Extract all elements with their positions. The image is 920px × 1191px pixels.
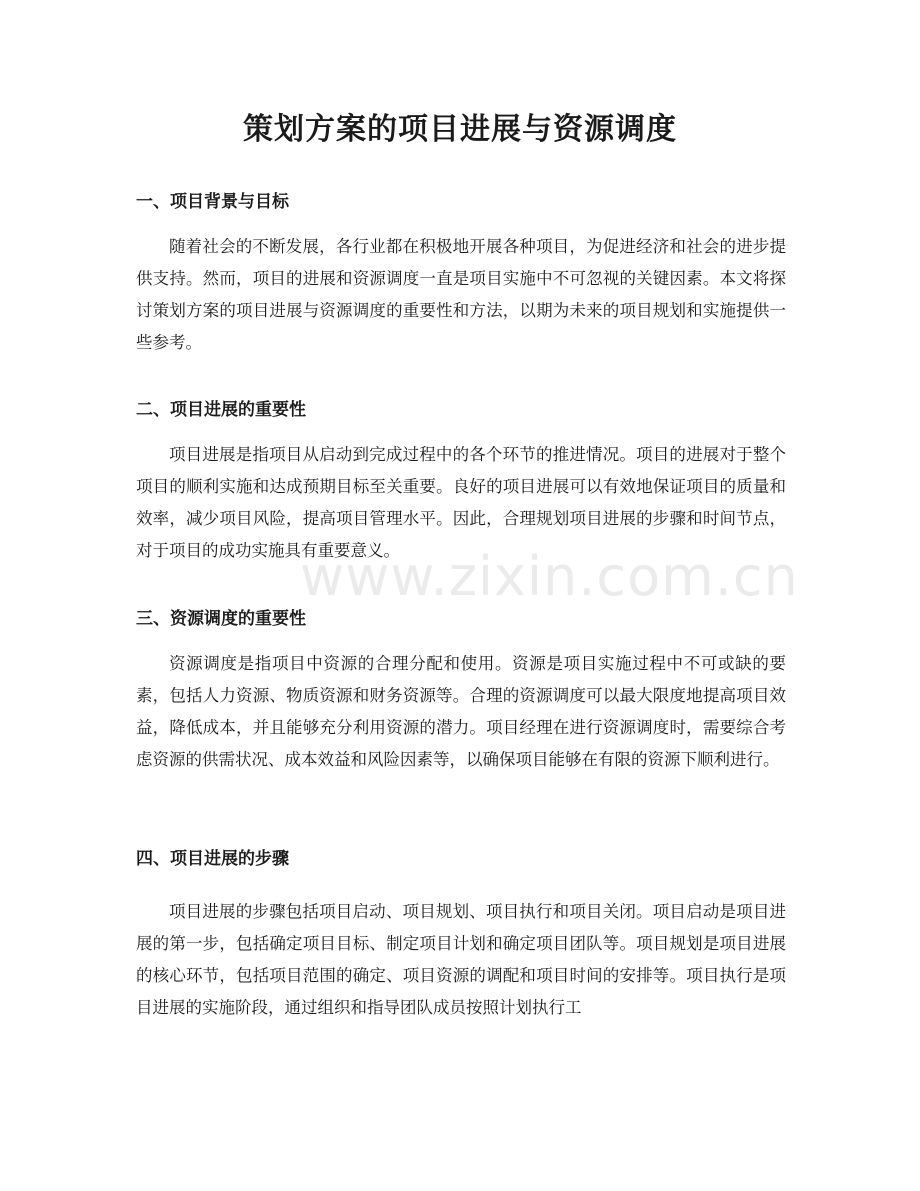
document-title: 策划方案的项目进展与资源调度	[243, 112, 677, 147]
section-body-resource-importance: 资源调度是指项目中资源的合理分配和使用。资源是项目实施过程中不可或缺的要素，包括人力资源、物质资源和财务资源等。合理的资源调度可以最大限度地提高项目效益，降低成本，并且能够充分利用资源的潜力。项目经理在进行资源调度时，需要综合考虑资源的供需状况、成本效益和风险因素等，以确保项目能够在有限的资源下顺利进行。	[136, 654, 786, 769]
section-heading-background: 一、项目背景与目标	[136, 192, 289, 212]
section-body-progress-steps: 项目进展的步骤包括项目启动、项目规划、项目执行和项目关闭。项目启动是项目进展的第一步，包括确定项目目标、制定项目计划和确定项目团队等。项目规划是项目进展的核心环节，包括项目范围的确定、项目资源的调配和项目时间的安排等。项目执行是项目进展的实施阶段，通过组织和指导团队成员按照计划执行工	[136, 902, 786, 1017]
section-heading-progress-steps: 四、项目进展的步骤	[136, 849, 289, 869]
section-heading-resource-importance: 三、资源调度的重要性	[136, 609, 306, 629]
section-body-progress-importance: 项目进展是指项目从启动到完成过程中的各个环节的推进情况。项目的进展对于整个项目的顺利实施和达成预期目标至关重要。良好的项目进展可以有效地保证项目的质量和效率，减少项目风险，提高项目管理水平。因此，合理规划项目进展的步骤和时间节点，对于项目的成功实施具有重要意义。	[136, 445, 786, 560]
section-body-background: 随着社会的不断发展，各行业都在积极地开展各种项目，为促进经济和社会的进步提供支持。然而，项目的进展和资源调度一直是项目实施中不可忽视的关键因素。本文将探讨策划方案的项目进展与资源调度的重要性和方法，以期为未来的项目规划和实施提供一些参考。	[136, 237, 786, 352]
watermark: www.zixin.com.cn	[300, 545, 799, 608]
section-heading-progress-importance: 二、项目进展的重要性	[136, 400, 306, 420]
